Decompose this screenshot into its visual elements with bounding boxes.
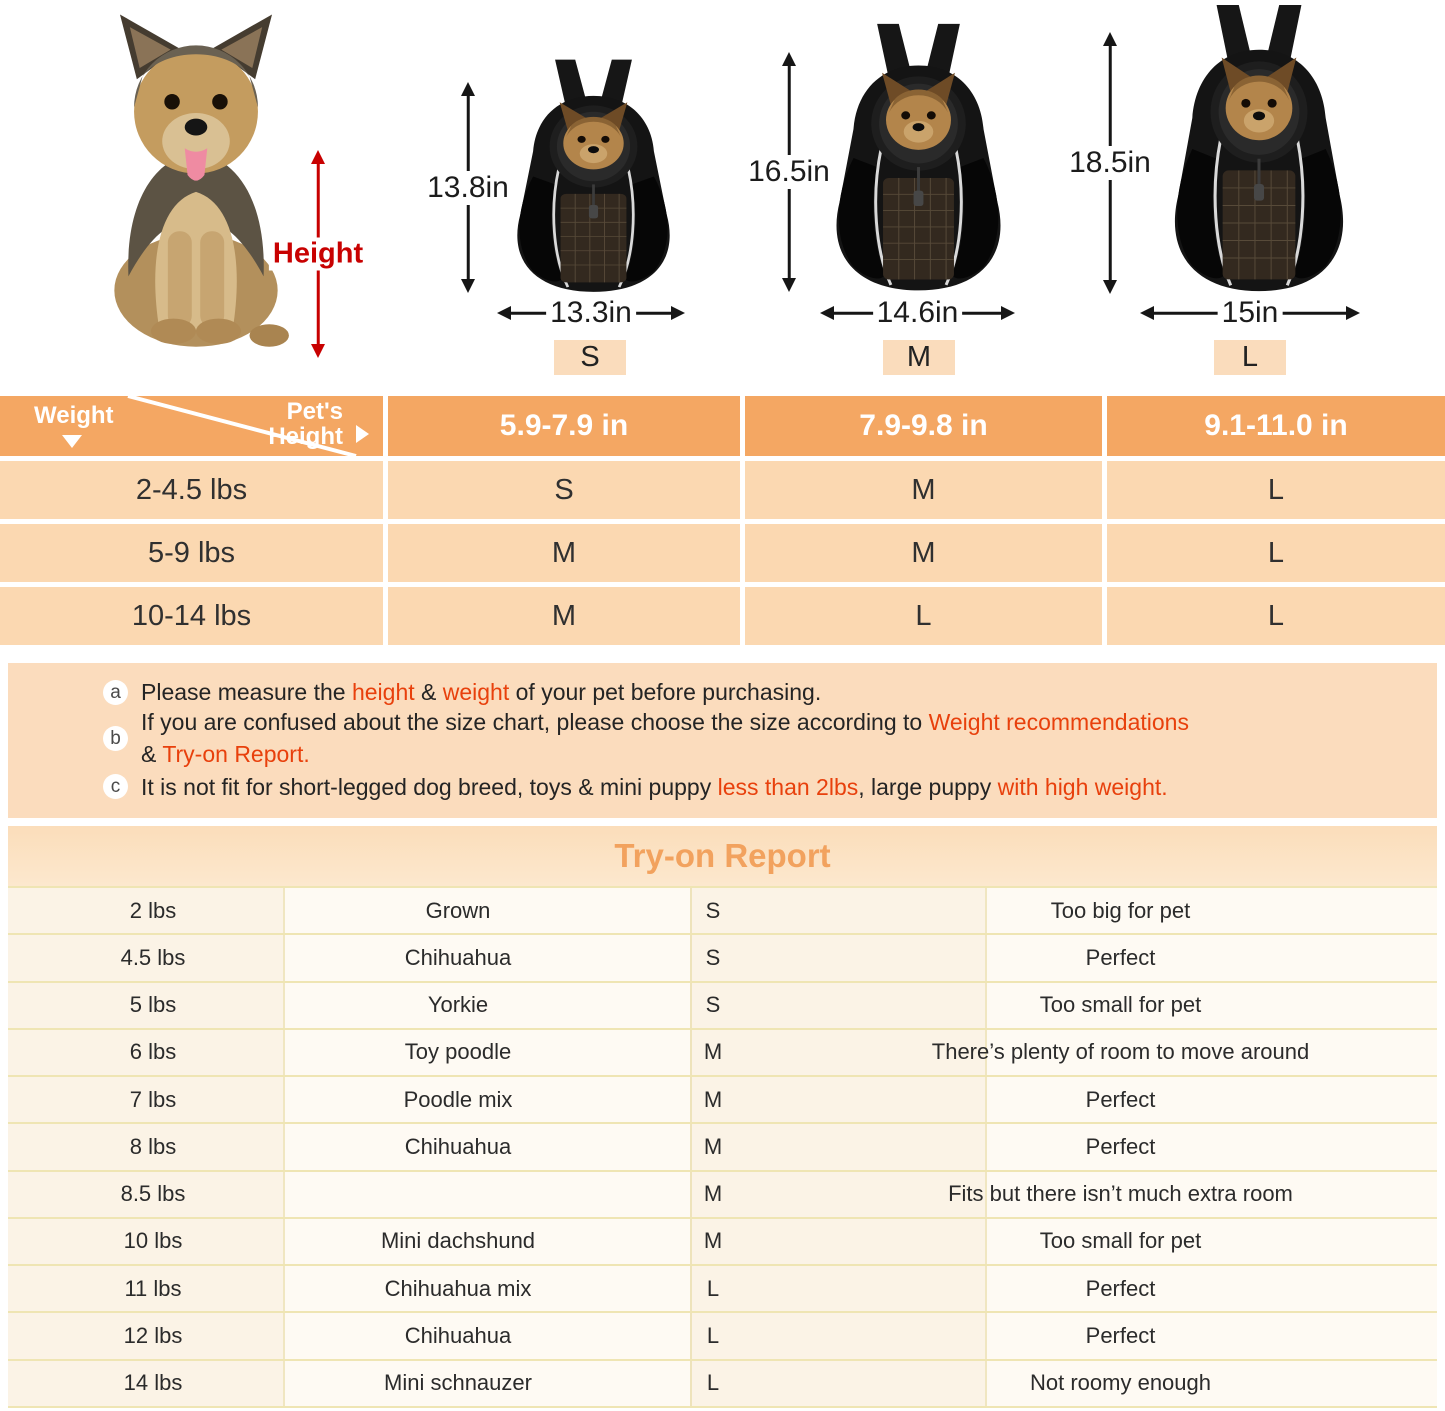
tryon-row [8, 1359, 1437, 1408]
arrow-left-icon [1140, 306, 1154, 320]
tryon-weight: 6 lbs [129, 1039, 177, 1065]
col-header-1: 5.9-7.9 in [388, 396, 740, 456]
arrow-up-icon [782, 52, 796, 66]
tryon-size: L [706, 1323, 720, 1349]
tryon-comment: Fits but there isn’t much extra room [948, 1181, 1293, 1207]
tryon-size: M [703, 1133, 723, 1159]
tryon-weight: 4.5 lbs [120, 944, 186, 970]
row1-col2: M [745, 461, 1102, 519]
tryon-report-header [8, 826, 1437, 886]
row3-weight: 10-14 lbs [0, 587, 383, 645]
size-m-badge: M [883, 340, 955, 375]
size-s-badge: S [554, 340, 626, 375]
tryon-size: L [706, 1275, 720, 1301]
tryon-breed: Mini dachshund [380, 1228, 536, 1254]
tryon-breed: Toy poodle [404, 1039, 512, 1065]
note-c-marker: c [103, 774, 128, 799]
row2-col2: M [745, 524, 1102, 582]
tryon-breed: Poodle mix [403, 1086, 513, 1112]
size-m-height-arrow [748, 52, 830, 292]
tryon-weight: 7 lbs [129, 1086, 177, 1112]
col-header-2: 7.9-9.8 in [745, 396, 1102, 456]
tryon-comment: Perfect [1085, 1275, 1156, 1301]
tryon-row [8, 1217, 1437, 1264]
arrow-right-icon [1346, 306, 1360, 320]
size-l-height-arrow [1069, 32, 1151, 294]
arrow-left-icon [497, 306, 511, 320]
note-c-text: It is not fit for short-legged dog breed, toys & mini puppy less than 2lbs, large puppy with high weight. [141, 774, 1168, 800]
size-s-width-arrow [497, 296, 685, 329]
tryon-breed: Grown [425, 897, 491, 923]
tryon-size: S [705, 897, 721, 923]
tryon-weight: 8.5 lbs [120, 1181, 186, 1207]
row2-weight: 5-9 lbs [0, 524, 383, 582]
tryon-weight: 14 lbs [123, 1370, 183, 1396]
carrier-backpack-illustration [820, 22, 1017, 294]
tryon-weight: 12 lbs [123, 1323, 183, 1349]
row1-col3: L [1107, 461, 1445, 519]
size-l-width-arrow [1140, 296, 1360, 329]
size-m-height-value: 16.5in [744, 155, 834, 189]
row1-col1: S [388, 461, 740, 519]
row3-col3: L [1107, 587, 1445, 645]
arrow-down-icon [782, 278, 796, 292]
carrier-backpack-illustration [502, 58, 685, 295]
tryon-row [8, 1028, 1437, 1075]
arrow-up-icon [461, 82, 475, 96]
size-l-height-value: 18.5in [1065, 146, 1155, 180]
size-s-width-value: 13.3in [546, 296, 636, 330]
tryon-comment: Perfect [1085, 1133, 1156, 1159]
size-l-badge: L [1214, 340, 1286, 375]
tryon-breed: Chihuahua [404, 1323, 512, 1349]
tryon-size: M [703, 1228, 723, 1254]
tryon-breed: Yorkie [427, 992, 489, 1018]
tryon-weight: 2 lbs [129, 897, 177, 923]
tryon-size: S [705, 944, 721, 970]
tryon-row [8, 981, 1437, 1028]
tryon-row [8, 886, 1437, 933]
tryon-breed: Chihuahua mix [384, 1275, 532, 1301]
size-s-height-value: 13.8in [423, 171, 513, 205]
tryon-weight: 8 lbs [129, 1133, 177, 1159]
tryon-comment: Perfect [1085, 944, 1156, 970]
arrow-down-icon [461, 279, 475, 293]
tryon-row [8, 1311, 1437, 1358]
arrow-right-icon [671, 306, 685, 320]
row3-col2: L [745, 587, 1102, 645]
table-corner-cell [0, 396, 383, 456]
tryon-row [8, 933, 1437, 980]
tryon-weight: 11 lbs [124, 1275, 182, 1301]
tryon-size: M [703, 1086, 723, 1112]
tryon-breed: Mini schnauzer [384, 1370, 532, 1396]
tryon-comment: Perfect [1085, 1086, 1156, 1112]
tryon-report-title: Try-on Report [614, 837, 831, 874]
tryon-comment: Perfect [1085, 1323, 1156, 1349]
tryon-row [8, 1122, 1437, 1169]
tryon-comment: Too small for pet [1039, 992, 1202, 1018]
tryon-rows [8, 886, 1437, 1408]
tryon-row [8, 1075, 1437, 1122]
tryon-weight: 10 lbs [123, 1228, 183, 1254]
size-chart-table [0, 396, 1445, 648]
row2-col3: L [1107, 524, 1445, 582]
tryon-comment: Too big for pet [1050, 897, 1191, 923]
tryon-comment: Too small for pet [1039, 1228, 1202, 1254]
size-m-width-arrow [820, 296, 1015, 329]
tryon-breed [298, 1172, 618, 1217]
pet-height-axis-label [268, 399, 343, 449]
pet-height-arrow [272, 150, 364, 358]
tryon-report-section [8, 826, 1437, 1408]
notes-panel [8, 663, 1437, 818]
size-m-width-value: 14.6in [873, 296, 963, 330]
row1-weight: 2-4.5 lbs [0, 461, 383, 519]
tryon-size: S [705, 992, 721, 1018]
tryon-row [8, 1170, 1437, 1217]
tryon-size: M [703, 1181, 723, 1207]
tryon-comment: There’s plenty of room to move around [931, 1039, 1310, 1065]
size-l-backpack [1158, 3, 1360, 295]
tryon-comment: Not roomy enough [1030, 1370, 1211, 1396]
arrow-left-icon [820, 306, 834, 320]
note-b-marker: b [103, 726, 128, 751]
arrow-down-icon [1103, 280, 1117, 294]
size-s-height-arrow [427, 82, 509, 293]
triangle-down-icon [62, 435, 82, 448]
note-b-text-line1: If you are confused about the size chart, please choose the size according to Weight recommendations [141, 709, 1189, 735]
row3-col1: M [388, 587, 740, 645]
pet-height-label: Height [269, 238, 367, 271]
tryon-row [8, 1264, 1437, 1311]
note-a-text: Please measure the height & weight of your pet before purchasing. [141, 679, 822, 705]
col-header-3: 9.1-11.0 in [1107, 396, 1445, 456]
arrow-up-icon [311, 150, 325, 164]
tryon-weight: 5 lbs [129, 992, 177, 1018]
pet-height-axis-line2: Height [268, 423, 343, 450]
size-l-width-value: 15in [1218, 296, 1283, 330]
note-b-text-line2: & Try-on Report. [141, 741, 310, 767]
carrier-backpack-illustration [1158, 3, 1360, 295]
size-m-backpack [820, 22, 1017, 294]
dog-photo [52, 6, 340, 358]
pet-height-axis-line1: Pet's [286, 398, 343, 425]
tryon-breed: Chihuahua [404, 1133, 512, 1159]
arrow-up-icon [1103, 32, 1117, 46]
tryon-size: L [706, 1370, 720, 1396]
arrow-down-icon [311, 344, 325, 358]
row2-col1: M [388, 524, 740, 582]
note-a-marker: a [103, 680, 128, 705]
tryon-size: M [703, 1039, 723, 1065]
arrow-right-icon [1001, 306, 1015, 320]
tryon-breed: Chihuahua [404, 944, 512, 970]
weight-axis-label: Weight [34, 402, 114, 429]
triangle-right-icon [356, 425, 369, 443]
size-s-backpack [502, 58, 685, 295]
